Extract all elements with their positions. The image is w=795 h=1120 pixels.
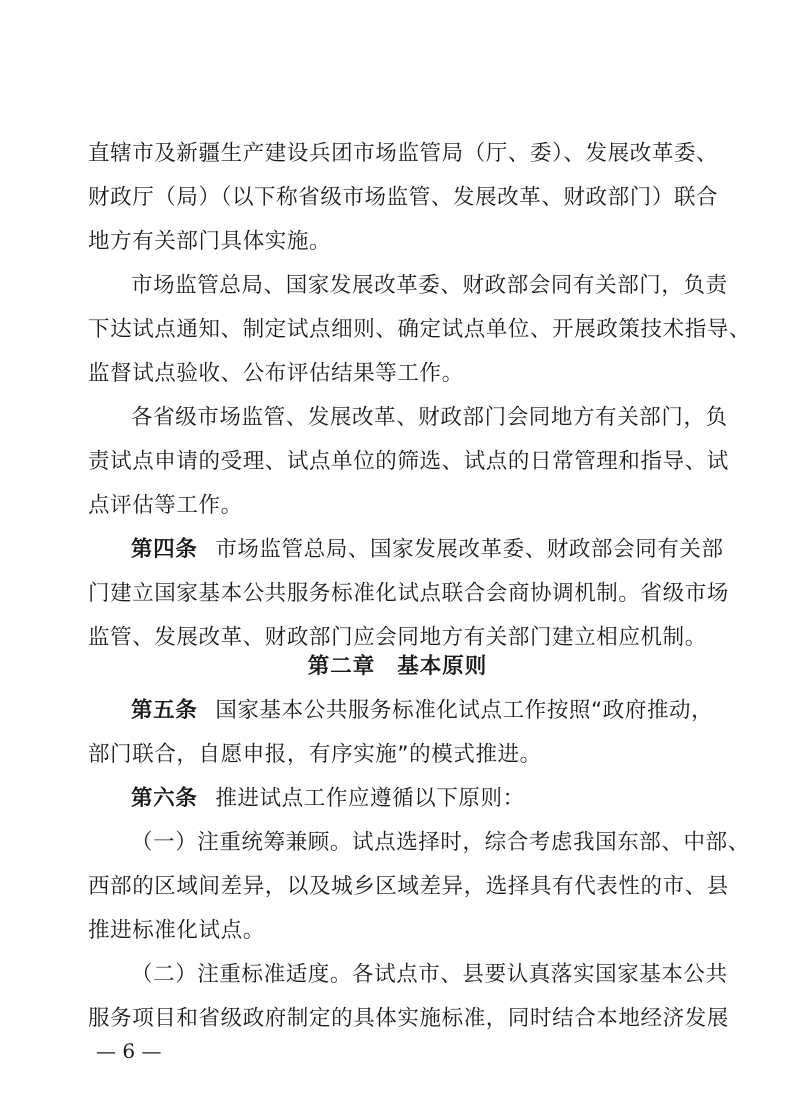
item-1-line: 西部的区域间差异，以及城乡区域差异，选择具有代表性的市、县 bbox=[88, 874, 729, 899]
article-5-line bbox=[131, 696, 714, 726]
page-number: — 6 — bbox=[96, 1039, 162, 1063]
paragraph-line: 点评估等工作。 bbox=[88, 493, 243, 518]
item-1-line: （一）注重统筹兼顾。试点选择时，综合考虑我国东部、中部、 bbox=[131, 830, 750, 855]
paragraph-line: 直辖市及新疆生产建设兵团市场监管局（厅、委）、发展改革委、 bbox=[88, 141, 719, 166]
chapter-number: 第二章 bbox=[307, 654, 376, 679]
article-6-label: 第六条 bbox=[131, 786, 198, 811]
paragraph-line: 各省级市场监管、发展改革、财政部门会同地方有关部门，负 bbox=[131, 405, 728, 430]
article-5-label: 第五条 bbox=[131, 698, 198, 723]
paragraph-line: 市场监管总局、国家发展改革委、财政部会同有关部门，负责 bbox=[131, 273, 728, 298]
paragraph-line: 地方有关部门具体实施。 bbox=[88, 229, 332, 254]
paragraph-line: 下达试点通知、制定试点细则、确定试点单位、开展政策技术指导、 bbox=[88, 317, 752, 342]
article-5-text: 国家基本公共服务标准化试点工作按照“政府推动， bbox=[215, 698, 714, 723]
paragraph-line: 监督试点验收、公布评估结果等工作。 bbox=[88, 361, 464, 386]
article-6-line bbox=[131, 784, 708, 814]
article-5-line: 部门联合，自愿申报，有序实施”的模式推进。 bbox=[88, 742, 542, 767]
article-4-line: 门建立国家基本公共服务标准化试点联合会商协调机制。省级市场 bbox=[88, 581, 729, 606]
article-4-line: 监管、发展改革、财政部门应会同地方有关部门建立相应机制。 bbox=[88, 625, 707, 650]
paragraph-line: 责试点申请的受理、试点单位的筛选、试点的日常管理和指导、试 bbox=[88, 449, 729, 474]
item-1-line: 推进标准化试点。 bbox=[88, 918, 265, 943]
item-2-line: （二）注重标准适度。各试点市、县要认真落实国家基本公共 bbox=[131, 962, 728, 987]
chapter-title: 基本原则 bbox=[397, 654, 488, 679]
article-4-line bbox=[131, 535, 724, 565]
item-2-line: 服务项目和省级政府制定的具体实施标准，同时结合本地经济发展 bbox=[88, 1006, 729, 1031]
paragraph-line: 财政厅（局）（以下称省级市场监管、发展改革、财政部门）联合 bbox=[88, 185, 719, 210]
chapter-heading bbox=[0, 652, 795, 682]
article-4-text: 市场监管总局、国家发展改革委、财政部会同有关部 bbox=[215, 537, 724, 562]
article-6-text: 推进试点工作应遵循以下原则： bbox=[215, 786, 525, 811]
article-4-label: 第四条 bbox=[131, 537, 198, 562]
